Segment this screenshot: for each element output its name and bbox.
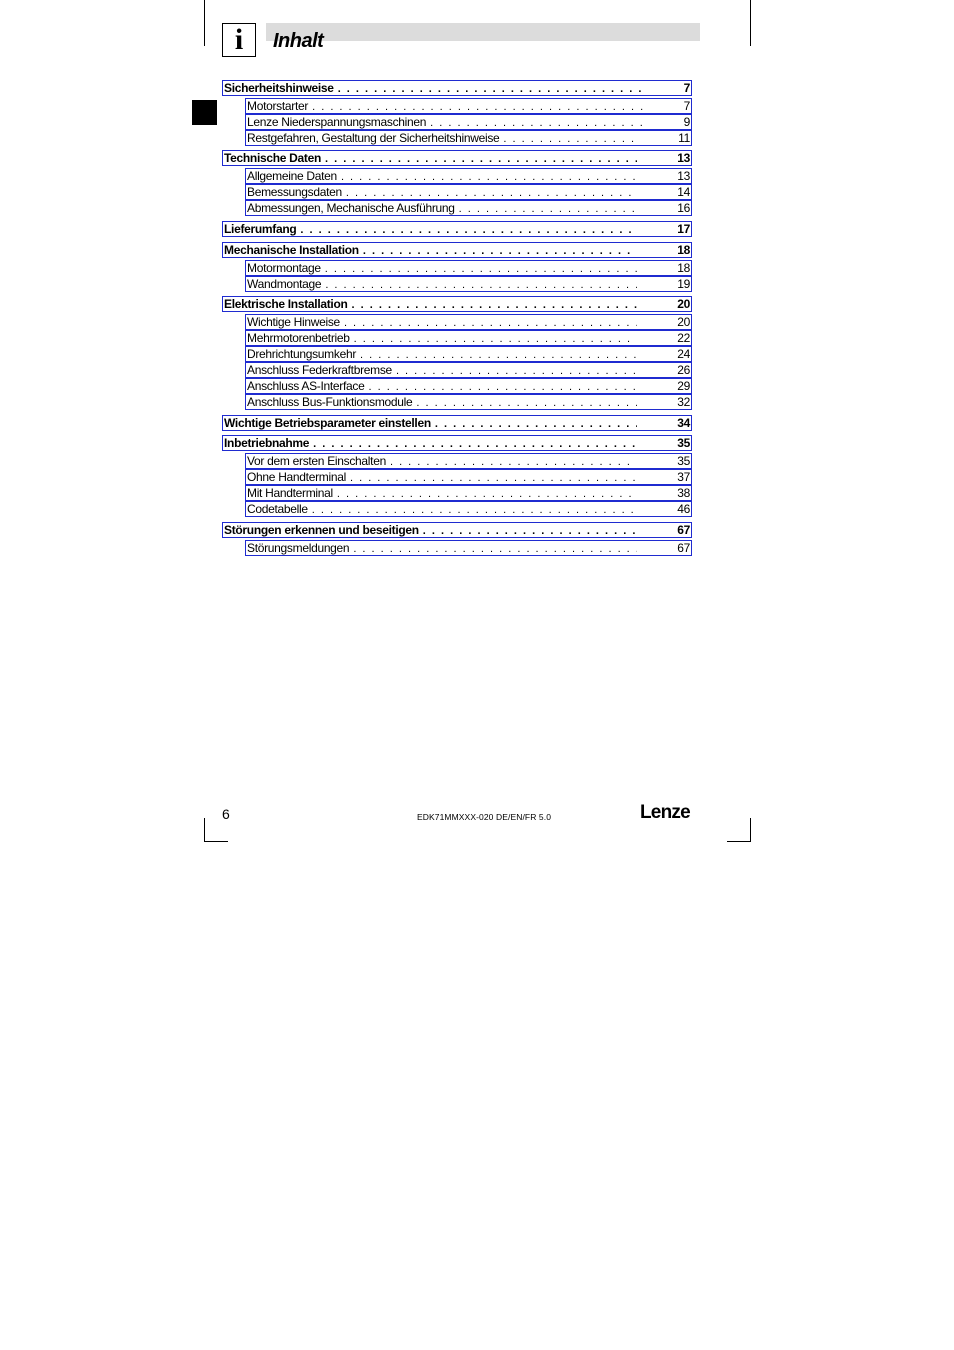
section-tab-marker <box>192 100 217 125</box>
toc-section-link[interactable] <box>245 168 692 184</box>
toc-entry-title: Codetabelle <box>247 502 308 516</box>
toc-entry-title: Technische Daten <box>224 151 322 165</box>
toc-entry-title: Motormontage <box>247 261 321 275</box>
toc-dot-leader <box>300 224 637 236</box>
toc-entry-page: 9 <box>683 115 690 129</box>
toc-entry-page: 26 <box>677 363 690 377</box>
toc-entry-title: Mit Handterminal <box>247 486 333 500</box>
toc-entry-title: Restgefahren, Gestaltung der Sicherheitshinweise <box>247 131 500 145</box>
toc-entry-page: 35 <box>677 436 690 450</box>
toc-entry-page: 46 <box>677 502 690 516</box>
toc-dot-leader <box>368 381 637 393</box>
toc-dot-leader <box>344 317 637 329</box>
crop-mark-bottom-right-v <box>750 818 751 842</box>
toc-entry-title: Drehrichtungsumkehr <box>247 347 357 361</box>
toc-dot-leader <box>363 245 637 257</box>
toc-dot-leader <box>430 117 643 129</box>
toc-entry-page: 13 <box>677 169 690 183</box>
toc-section-link[interactable] <box>245 394 692 410</box>
toc-section-link[interactable] <box>245 260 692 276</box>
toc-entry-page: 16 <box>677 201 690 215</box>
toc-entry-title: Lieferumfang <box>224 222 297 236</box>
toc-entry-page: 17 <box>677 222 690 236</box>
toc-entry-title: Lenze Niederspannungsmaschinen <box>247 115 427 129</box>
toc-entry-title: Elektrische Installation <box>224 297 348 311</box>
toc-entry-page: 20 <box>677 297 690 311</box>
toc-entry-page: 18 <box>677 261 690 275</box>
toc-section-link[interactable] <box>245 362 692 378</box>
toc-section-link[interactable] <box>245 330 692 346</box>
toc-entry-page: 32 <box>677 395 690 409</box>
toc-chapter-link[interactable] <box>222 80 692 96</box>
toc-entry-page: 13 <box>677 151 690 165</box>
toc-entry-title: Motorstarter <box>247 99 309 113</box>
toc-section-link[interactable] <box>245 469 692 485</box>
toc-section-link[interactable] <box>245 453 692 469</box>
toc-dot-leader <box>354 333 638 345</box>
crop-mark-top-left <box>204 0 205 46</box>
toc-entry-page: 38 <box>677 486 690 500</box>
toc-entry-page: 67 <box>677 523 690 537</box>
toc-section-link[interactable] <box>245 540 692 556</box>
toc-entry-title: Störungen erkennen und beseitigen <box>224 523 419 537</box>
toc-section-link[interactable] <box>245 98 692 114</box>
toc-entry-title: Anschluss Bus-Funktionsmodule <box>247 395 413 409</box>
toc-entry-title: Anschluss AS-Interface <box>247 379 365 393</box>
toc-section-link[interactable] <box>245 130 692 146</box>
toc-entry-title: Vor dem ersten Einschalten <box>247 454 386 468</box>
document-id: EDK71MMXXX-020 DE/EN/FR 5.0 <box>417 812 552 822</box>
toc-entry-title: Mechanische Installation <box>224 243 359 257</box>
toc-entry-title: Störungsmeldungen <box>247 541 350 555</box>
toc-section-link[interactable] <box>245 114 692 130</box>
title-bar <box>266 23 700 41</box>
toc-dot-leader <box>337 488 637 500</box>
toc-section-link[interactable] <box>245 346 692 362</box>
toc-dot-leader <box>423 525 637 537</box>
toc-dot-leader <box>353 543 637 555</box>
crop-mark-bottom-left-v <box>204 818 205 842</box>
toc-entry-page: 35 <box>677 454 690 468</box>
toc-chapter-link[interactable] <box>222 296 692 312</box>
toc-entry-page: 29 <box>677 379 690 393</box>
toc-entry-page: 34 <box>677 416 690 430</box>
toc-entry-title: Mehrmotorenbetrieb <box>247 331 350 345</box>
toc-entry-title: Allgemeine Daten <box>247 169 337 183</box>
toc-entry-title: Abmessungen, Mechanische Ausführung <box>247 201 455 215</box>
toc-dot-leader <box>341 171 637 183</box>
toc-entry-title: Wichtige Betriebsparameter einstellen <box>224 416 431 430</box>
toc-section-link[interactable] <box>245 184 692 200</box>
toc-chapter-link[interactable] <box>222 221 692 237</box>
toc-entry-title: Bemessungsdaten <box>247 185 342 199</box>
toc-dot-leader <box>346 187 637 199</box>
info-icon-glyph: i <box>234 23 244 56</box>
toc-dot-leader <box>503 133 638 145</box>
toc-entry-page: 19 <box>677 277 690 291</box>
toc-chapter-link[interactable] <box>222 415 692 431</box>
page-title: Inhalt <box>273 30 324 52</box>
toc-chapter-link[interactable] <box>222 522 692 538</box>
toc-entry-title: Wandmontage <box>247 277 322 291</box>
toc-entry-page: 14 <box>677 185 690 199</box>
toc-dot-leader <box>360 349 637 361</box>
toc-chapter-link[interactable] <box>222 150 692 166</box>
toc-chapter-link[interactable] <box>222 435 692 451</box>
toc-entry-page: 67 <box>677 541 690 555</box>
toc-section-link[interactable] <box>245 314 692 330</box>
crop-mark-top-right <box>750 0 751 46</box>
toc-entry-page: 24 <box>677 347 690 361</box>
toc-section-link[interactable] <box>245 501 692 517</box>
lenze-logo: Lenze <box>640 802 690 823</box>
toc-entry-title: Inbetriebnahme <box>224 436 310 450</box>
toc-section-link[interactable] <box>245 485 692 501</box>
toc-dot-leader <box>338 83 644 95</box>
toc-dot-leader <box>325 263 637 275</box>
toc-entry-page: 37 <box>677 470 690 484</box>
toc-dot-leader <box>312 504 638 516</box>
info-icon <box>222 23 256 57</box>
crop-mark-bottom-right-h <box>727 841 751 842</box>
toc-entry-title: Ohne Handterminal <box>247 470 346 484</box>
toc-section-link[interactable] <box>245 200 692 216</box>
toc-dot-leader <box>313 438 637 450</box>
toc-entry-page: 18 <box>677 243 690 257</box>
toc-entry-page: 20 <box>677 315 690 329</box>
toc-dot-leader <box>350 472 637 484</box>
toc-chapter-link[interactable] <box>222 242 692 258</box>
toc-entry-page: 22 <box>677 331 690 345</box>
toc-section-link[interactable] <box>245 276 692 292</box>
toc-entry-title: Anschluss Federkraftbremse <box>247 363 392 377</box>
toc-dot-leader <box>459 203 638 215</box>
toc-dot-leader <box>396 365 637 377</box>
toc-entry-title: Wichtige Hinweise <box>247 315 340 329</box>
toc-section-link[interactable] <box>245 378 692 394</box>
toc-entry-page: 7 <box>683 81 690 95</box>
toc-dot-leader <box>312 101 644 113</box>
toc-dot-leader <box>325 279 637 291</box>
toc-entry-page: 11 <box>678 131 690 145</box>
crop-mark-bottom-left-h <box>204 841 228 842</box>
toc-dot-leader <box>435 418 637 430</box>
toc-dot-leader <box>352 299 638 311</box>
toc-dot-leader <box>416 397 637 409</box>
toc-entry-page: 7 <box>683 99 690 113</box>
page-number: 6 <box>222 806 230 822</box>
toc-dot-leader <box>325 153 637 165</box>
toc-entry-title: Sicherheitshinweise <box>224 81 334 95</box>
toc-dot-leader <box>390 456 637 468</box>
